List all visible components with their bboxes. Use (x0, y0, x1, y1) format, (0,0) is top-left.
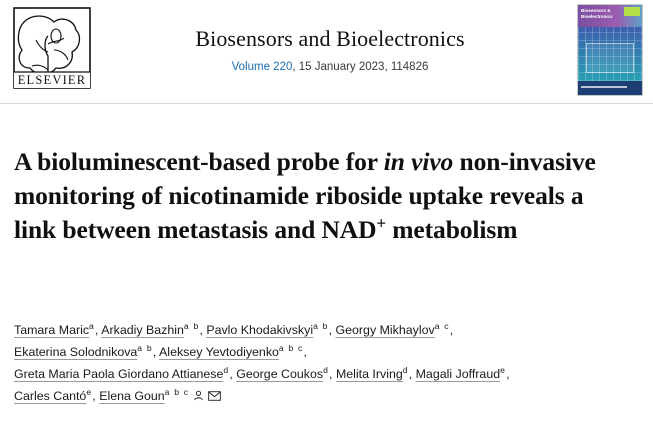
author-affiliation-marker: e (86, 386, 93, 397)
author-name[interactable]: Arkadiy Bazhin (101, 323, 184, 337)
author-name[interactable]: Melita Irving (335, 367, 403, 381)
author-name[interactable]: Elena Goun (99, 389, 165, 403)
journal-masthead (0, 0, 653, 104)
elsevier-tree-icon (10, 6, 94, 90)
author-affiliation-marker: a b (137, 342, 153, 353)
issue-date: 15 January 2023 (298, 61, 385, 73)
article-title-part-1: A bioluminescent-based probe for (14, 147, 384, 177)
author-name[interactable]: Aleksey Yevtodiyenko (159, 345, 279, 359)
author-affiliation-marker: a b (183, 320, 200, 331)
author-affiliation-marker: d (323, 364, 330, 375)
person-icon[interactable] (193, 387, 204, 408)
author-affiliation-marker: a b c (164, 386, 190, 397)
cover-footer-line (581, 86, 627, 88)
author-separator: , (329, 367, 336, 381)
author-separator: , (199, 323, 207, 337)
author-affiliation-marker: a b c (278, 342, 304, 353)
author-affiliation-marker: d (402, 364, 409, 375)
author-name[interactable]: Carles Cantó (14, 389, 87, 403)
author-affiliation-marker: a b (313, 320, 329, 331)
article-title-superscript: + (376, 213, 387, 233)
author-name[interactable]: Ekaterina Solodnikova (14, 345, 138, 359)
article-separator: , (384, 61, 391, 73)
cover-chip-graphic (586, 43, 634, 73)
author-affiliation-marker: a (89, 320, 96, 331)
journal-cover-thumbnail[interactable] (577, 4, 643, 96)
author-line (14, 320, 634, 341)
author-separator: , (95, 323, 102, 337)
author-affiliation-marker: d (223, 364, 230, 375)
issue-separator: , (292, 61, 299, 73)
author-separator: , (506, 367, 510, 381)
author-list (14, 320, 634, 409)
article-title-part-2: non-invasive monitoring of nicotinamide riboside uptake reveals a link between metastasis and NAD (14, 147, 596, 245)
envelope-icon[interactable] (208, 387, 221, 408)
article-title-italic: in vivo (383, 147, 454, 177)
author-separator: , (328, 323, 336, 337)
journal-info (120, 26, 540, 73)
author-name[interactable]: Greta Maria Paola Giordano Attianese (14, 367, 224, 381)
article-number: 114826 (390, 61, 429, 73)
journal-issue-line (120, 61, 540, 73)
author-separator: , (303, 345, 307, 359)
author-name[interactable]: Georgy Mikhaylov (335, 323, 435, 337)
cover-footer-band (578, 81, 642, 95)
author-affiliation-marker: a c (434, 320, 450, 331)
author-separator: , (408, 367, 416, 381)
author-separator: , (152, 345, 160, 359)
author-line (14, 364, 634, 385)
author-separator: , (449, 323, 454, 337)
cover-artwork (578, 27, 642, 81)
author-affiliation-marker: e (500, 364, 507, 375)
author-name[interactable]: George Coukos (236, 367, 324, 381)
article-title (14, 145, 614, 247)
author-separator: , (229, 367, 237, 381)
author-separator: , (92, 389, 100, 403)
volume-link[interactable]: Volume 220 (231, 61, 293, 73)
author-name[interactable]: Magali Joffraud (415, 367, 501, 381)
journal-title: Biosensors and Bioelectronics (195, 26, 465, 51)
cover-badge (624, 7, 640, 16)
author-name[interactable]: Tamara Maric (14, 323, 90, 337)
cover-title-text: Biosensors & Bioelectronics (581, 8, 613, 19)
author-line (14, 342, 634, 363)
svg-text:ELSEVIER: ELSEVIER (17, 73, 87, 87)
author-line (14, 386, 634, 408)
elsevier-logo (10, 6, 94, 90)
article-title-part-3: metabolism (386, 215, 518, 245)
author-name[interactable]: Pavlo Khodakivskyi (206, 323, 314, 337)
